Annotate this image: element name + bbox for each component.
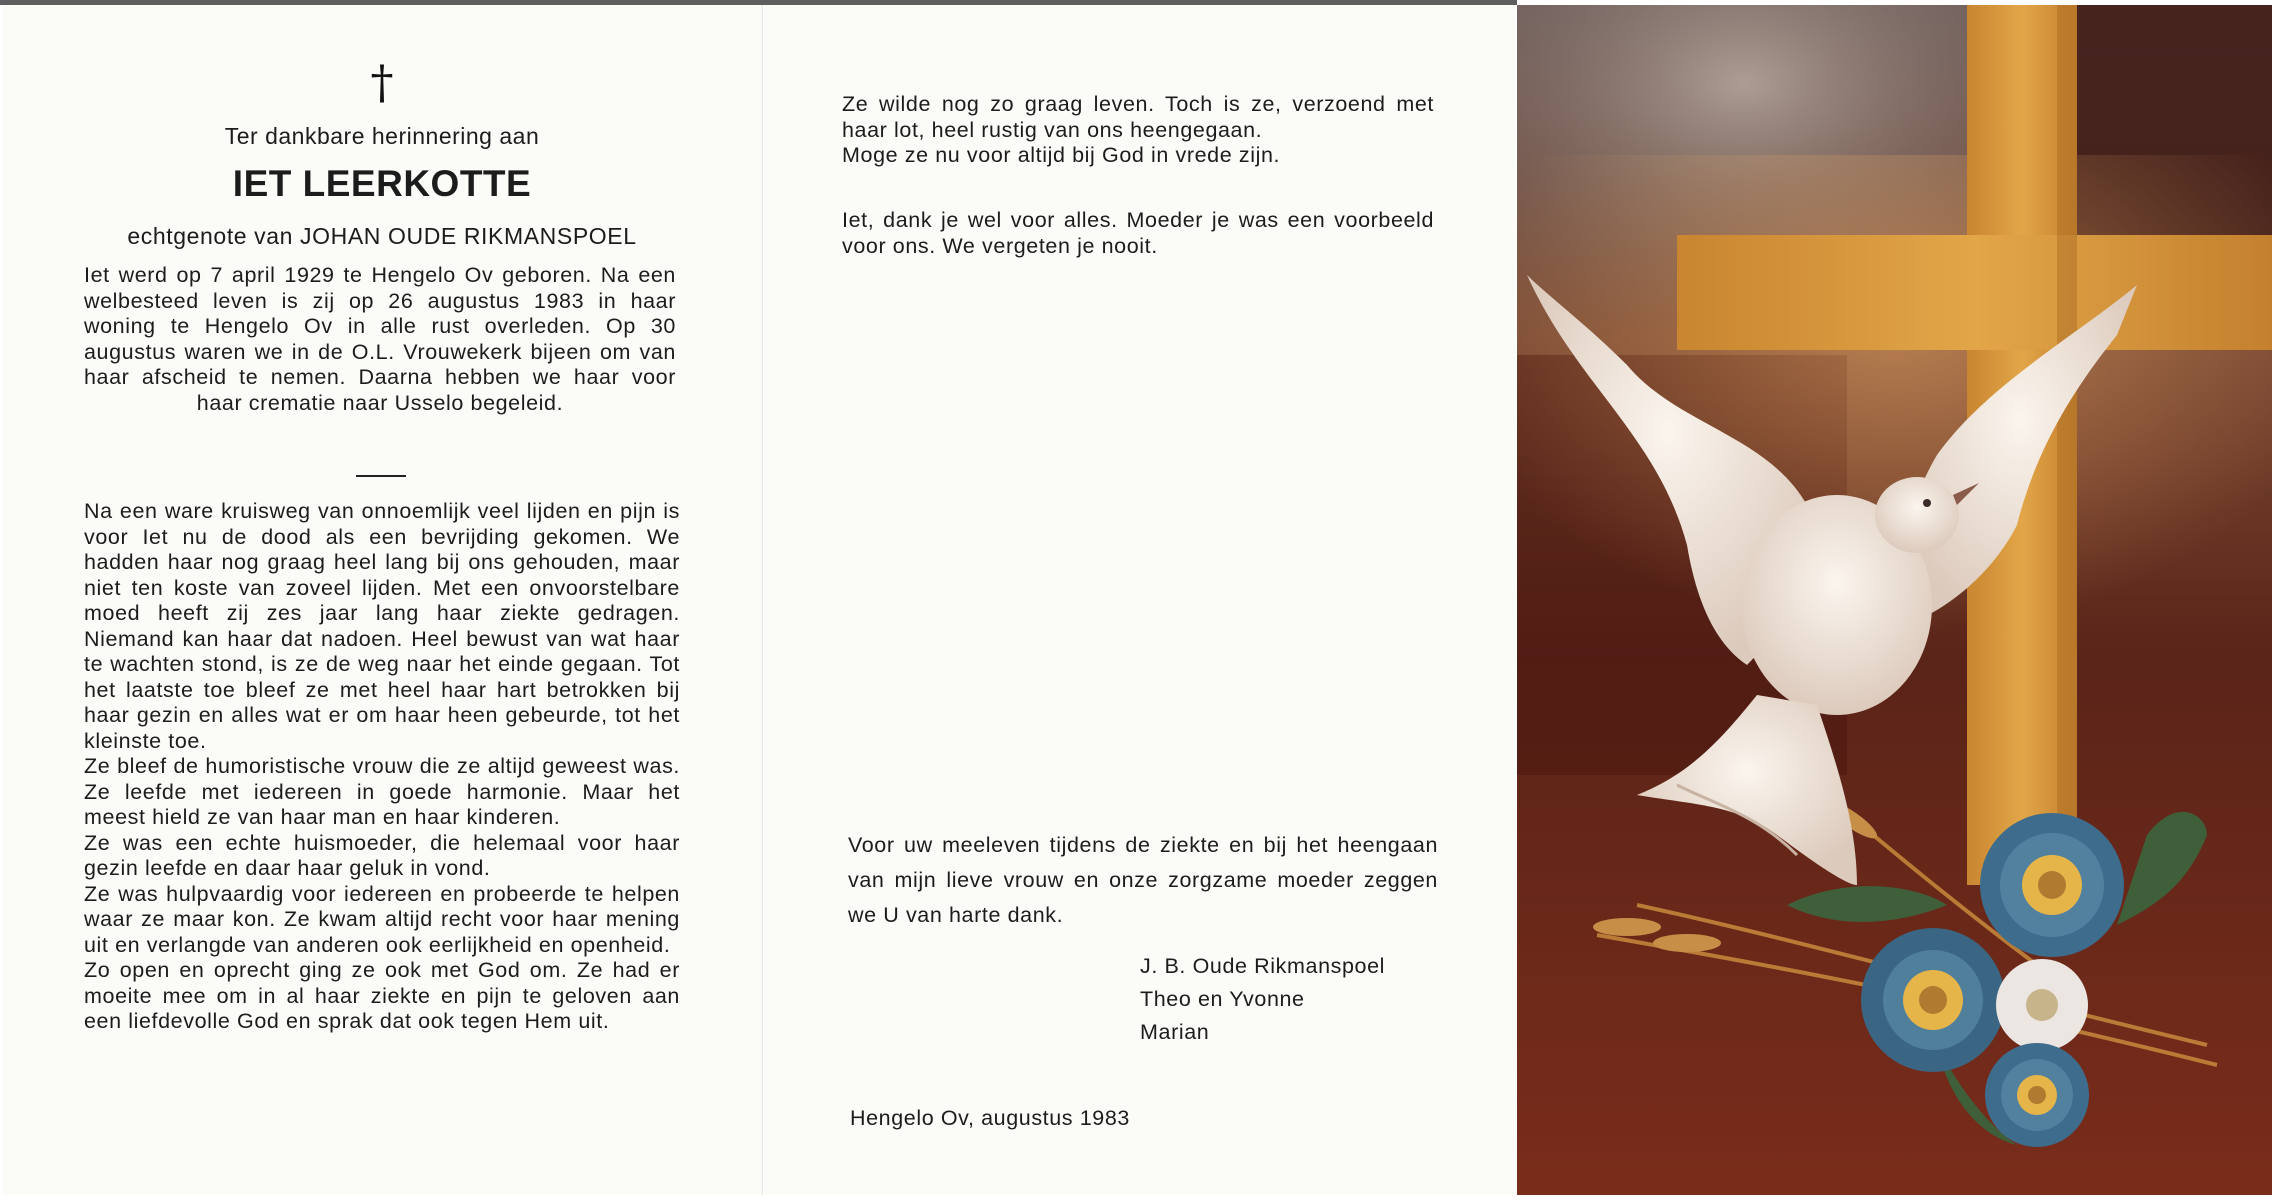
place-date: Hengelo Ov, augustus 1983 bbox=[850, 1106, 1130, 1130]
closing-line: Moge ze nu voor altijd bij God in vrede zijn. bbox=[842, 143, 1281, 167]
tribute-paragraph: Ze was een echte huismoeder, die helemaal voor haar gezin leefde en daar haar geluk in vond. bbox=[84, 830, 680, 880]
biography-paragraph: Iet werd op 7 april 1929 te Hengelo Ov geboren. Na een welbesteed leven is zij op 26 augustus 1983 in haar woning te Hengelo Ov in alle rust overleden. Op 30 augustus waren we in de O.L. Vrouwekerk bijeen om van haar afscheid te nemen. Daarna hebben we haar voor haar crematie naar Usselo begeleid. bbox=[84, 263, 676, 415]
closing-line: Ze wilde nog zo graag leven. Toch is ze, verzoend met haar lot, heel rustig van ons heengegaan. bbox=[842, 92, 1434, 142]
cross-symbol-icon: † bbox=[370, 55, 394, 109]
signer-name: Theo en Yvonne bbox=[1140, 987, 1305, 1011]
tribute-paragraph: Zo open en oprecht ging ze ook met God om. Ze had er moeite mee om in al haar ziekte en pijn te geloven aan een liefdevolle God en sprak dat ook tegen Hem uit. bbox=[84, 958, 680, 1033]
illustration-svg bbox=[1517, 5, 2272, 1195]
spouse-line: echtgenote van JOHAN OUDE RIKMANSPOEL bbox=[127, 223, 637, 249]
left-panel bbox=[2, 5, 763, 1195]
divider-rule bbox=[356, 475, 406, 477]
dedication-line: Ter dankbare herinnering aan bbox=[224, 123, 540, 149]
blue-flower-icon bbox=[1985, 1043, 2089, 1147]
deceased-name: IET LEERKOTTE bbox=[232, 163, 532, 204]
dove-cross-flowers-illustration bbox=[1517, 5, 2272, 1195]
signers-block bbox=[1140, 950, 1385, 1049]
signer-name: Marian bbox=[1140, 1020, 1210, 1044]
blue-flower-icon bbox=[1980, 813, 2124, 957]
blue-flower-icon bbox=[1861, 928, 2005, 1072]
tribute-text bbox=[84, 499, 680, 1035]
closing-paragraph bbox=[842, 92, 1434, 169]
tribute-paragraph: Ze was hulpvaardig voor iedereen en probeerde te helpen waar ze maar kon. Ze kwam altijd recht voor haar mening uit en verlangde van anderen ook eerlijkheid en openheid. bbox=[84, 881, 680, 957]
tribute-paragraph: Na een ware kruisweg van onnoemlijk veel lijden en pijn is voor Iet nu de dood als een bevrijding gekomen. We hadden haar nog graag heel lang bij ons gehouden, maar niet ten koste van zoveel lijden. Met een onvoorstelbare moed heeft zij zes jaar lang haar ziekte gedragen. Niemand kan haar dat nadoen. Heel bewust van wat haar te wachten stond, is ze de weg naar het einde gegaan. Tot het laatste toe bleef ze met heel haar hart betrokken bij haar gezin en alles wat er om haar heen gebeurde, tot het kleinste toe. bbox=[84, 499, 680, 753]
tribute-paragraph: Ze bleef de humoristische vrouw die ze altijd geweest was. Ze leefde met iedereen in goede harmonie. Maar het meest hield ze van haar man en haar kinderen. bbox=[84, 754, 680, 829]
thanks-paragraph: Voor uw meeleven tijdens de ziekte en bij het heengaan van mijn lieve vrouw en onze zorgzame moeder zeggen we U van harte dank. bbox=[848, 833, 1438, 927]
white-flower-icon bbox=[1996, 959, 2088, 1051]
signer-name: J. B. Oude Rikmanspoel bbox=[1140, 954, 1386, 978]
farewell-paragraph: Iet, dank je wel voor alles. Moeder je was een voorbeeld voor ons. We vergeten je nooit. bbox=[842, 208, 1434, 258]
